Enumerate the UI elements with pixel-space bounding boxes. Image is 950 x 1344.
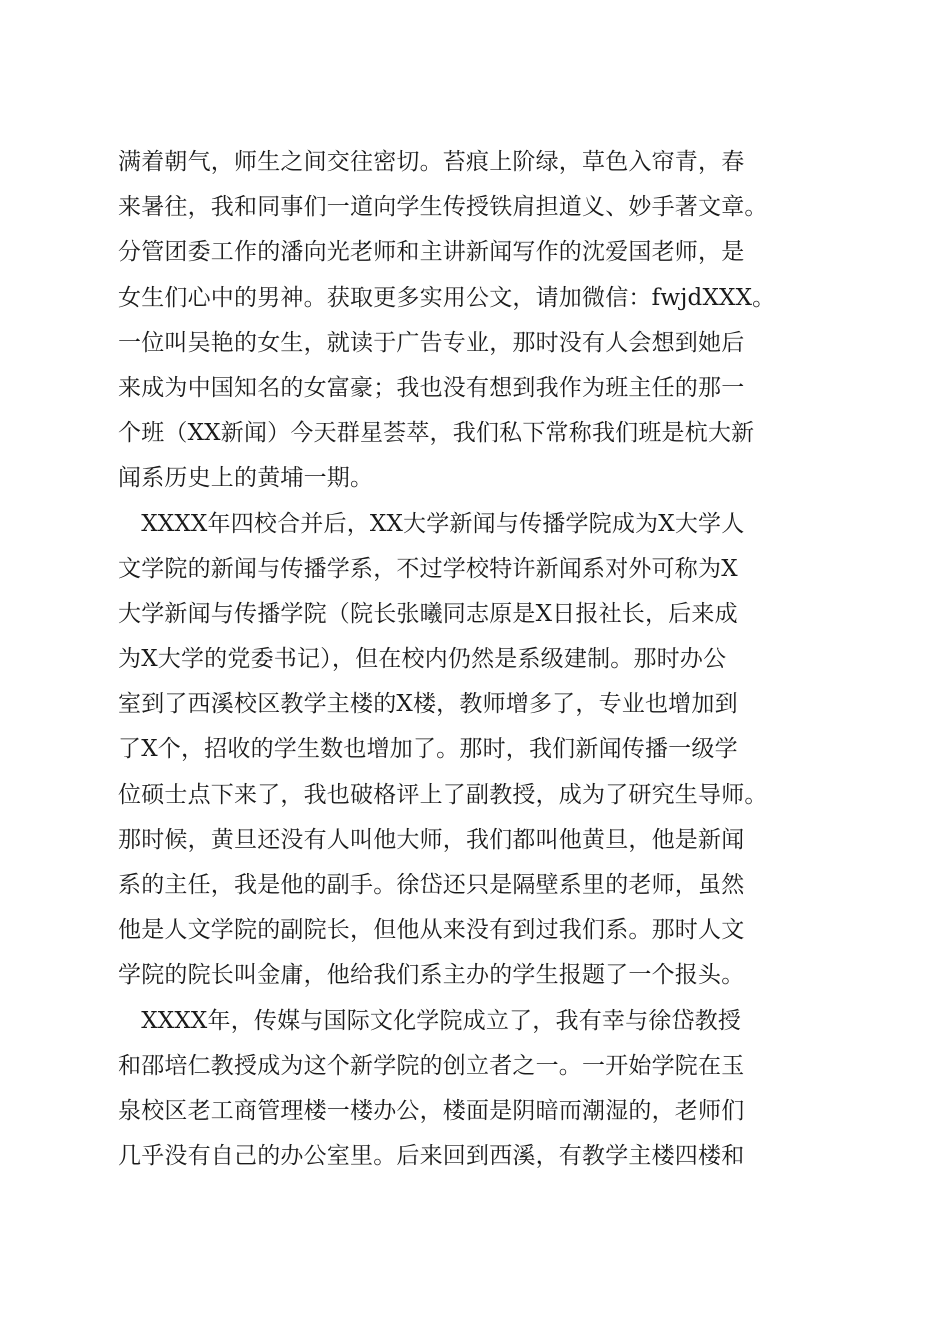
text-line: 女生们心中的男神。获取更多实用公文，请加微信：fwjdXXX。 xyxy=(118,284,776,311)
text-line: XXXX年，传媒与国际文化学院成立了，我有幸与徐岱教授 xyxy=(118,1007,742,1034)
text-line: 他是人文学院的副院长，但他从来没有到过我们系。那时人文 xyxy=(118,917,745,944)
text-line: 泉校区老工商管理楼一楼办公，楼面是阴暗而潮湿的，老师们 xyxy=(118,1097,745,1124)
text-line: 和邵培仁教授成为这个新学院的创立者之一。一开始学院在玉 xyxy=(118,1052,745,1079)
text-line: 几乎没有自己的办公室里。后来回到西溪，有教学主楼四楼和 xyxy=(118,1143,745,1170)
body-text xyxy=(118,140,838,1179)
paragraph-3 xyxy=(118,999,838,1180)
text-line: 室到了西溪校区教学主楼的X楼，教师增多了，专业也增加到 xyxy=(118,691,738,718)
text-line: 文学院的新闻与传播学系，不过学校特许新闻系对外可称为X xyxy=(118,555,738,582)
text-line: 了X个，招收的学生数也增加了。那时，我们新闻传播一级学 xyxy=(118,736,738,763)
text-line: 分管团委工作的潘向光老师和主讲新闻写作的沈爱国老师，是 xyxy=(118,239,745,266)
text-line: 闻系历史上的黄埔一期。 xyxy=(118,465,374,492)
text-line: 那时候，黄旦还没有人叫他大师，我们都叫他黄旦，他是新闻 xyxy=(118,826,745,853)
text-line: 系的主任，我是他的副手。徐岱还只是隔壁系里的老师，虽然 xyxy=(118,872,745,898)
text-line: 为X大学的党委书记），但在校内仍然是系级建制。那时办公 xyxy=(118,646,727,673)
text-line: 个班（XX新闻）今天群星荟萃，我们私下常称我们班是杭大新 xyxy=(118,420,755,447)
text-line: 学院的院长叫金庸，他给我们系主办的学生报题了一个报头。 xyxy=(118,962,745,989)
text-line: 一位叫吴艳的女生，就读于广告专业，那时没有人会想到她后 xyxy=(118,329,745,356)
text-line: 满着朝气，师生之间交往密切。苔痕上阶绿，草色入帘青，春 xyxy=(118,149,745,175)
text-line: 大学新闻与传播学院（院长张曦同志原是X日报社长，后来成 xyxy=(118,600,738,627)
paragraph-1 xyxy=(118,140,838,502)
paragraph-2 xyxy=(118,502,838,999)
text-line: XXXX年四校合并后，XX大学新闻与传播学院成为X大学人 xyxy=(118,510,745,537)
text-line: 位硕士点下来了，我也破格评上了副教授，成为了研究生导师。 xyxy=(118,781,768,808)
text-line: 来成为中国知名的女富豪；我也没有想到我作为班主任的那一 xyxy=(118,374,745,401)
text-line: 来暑往，我和同事们一道向学生传授铁肩担道义、妙手著文章。 xyxy=(118,194,768,221)
